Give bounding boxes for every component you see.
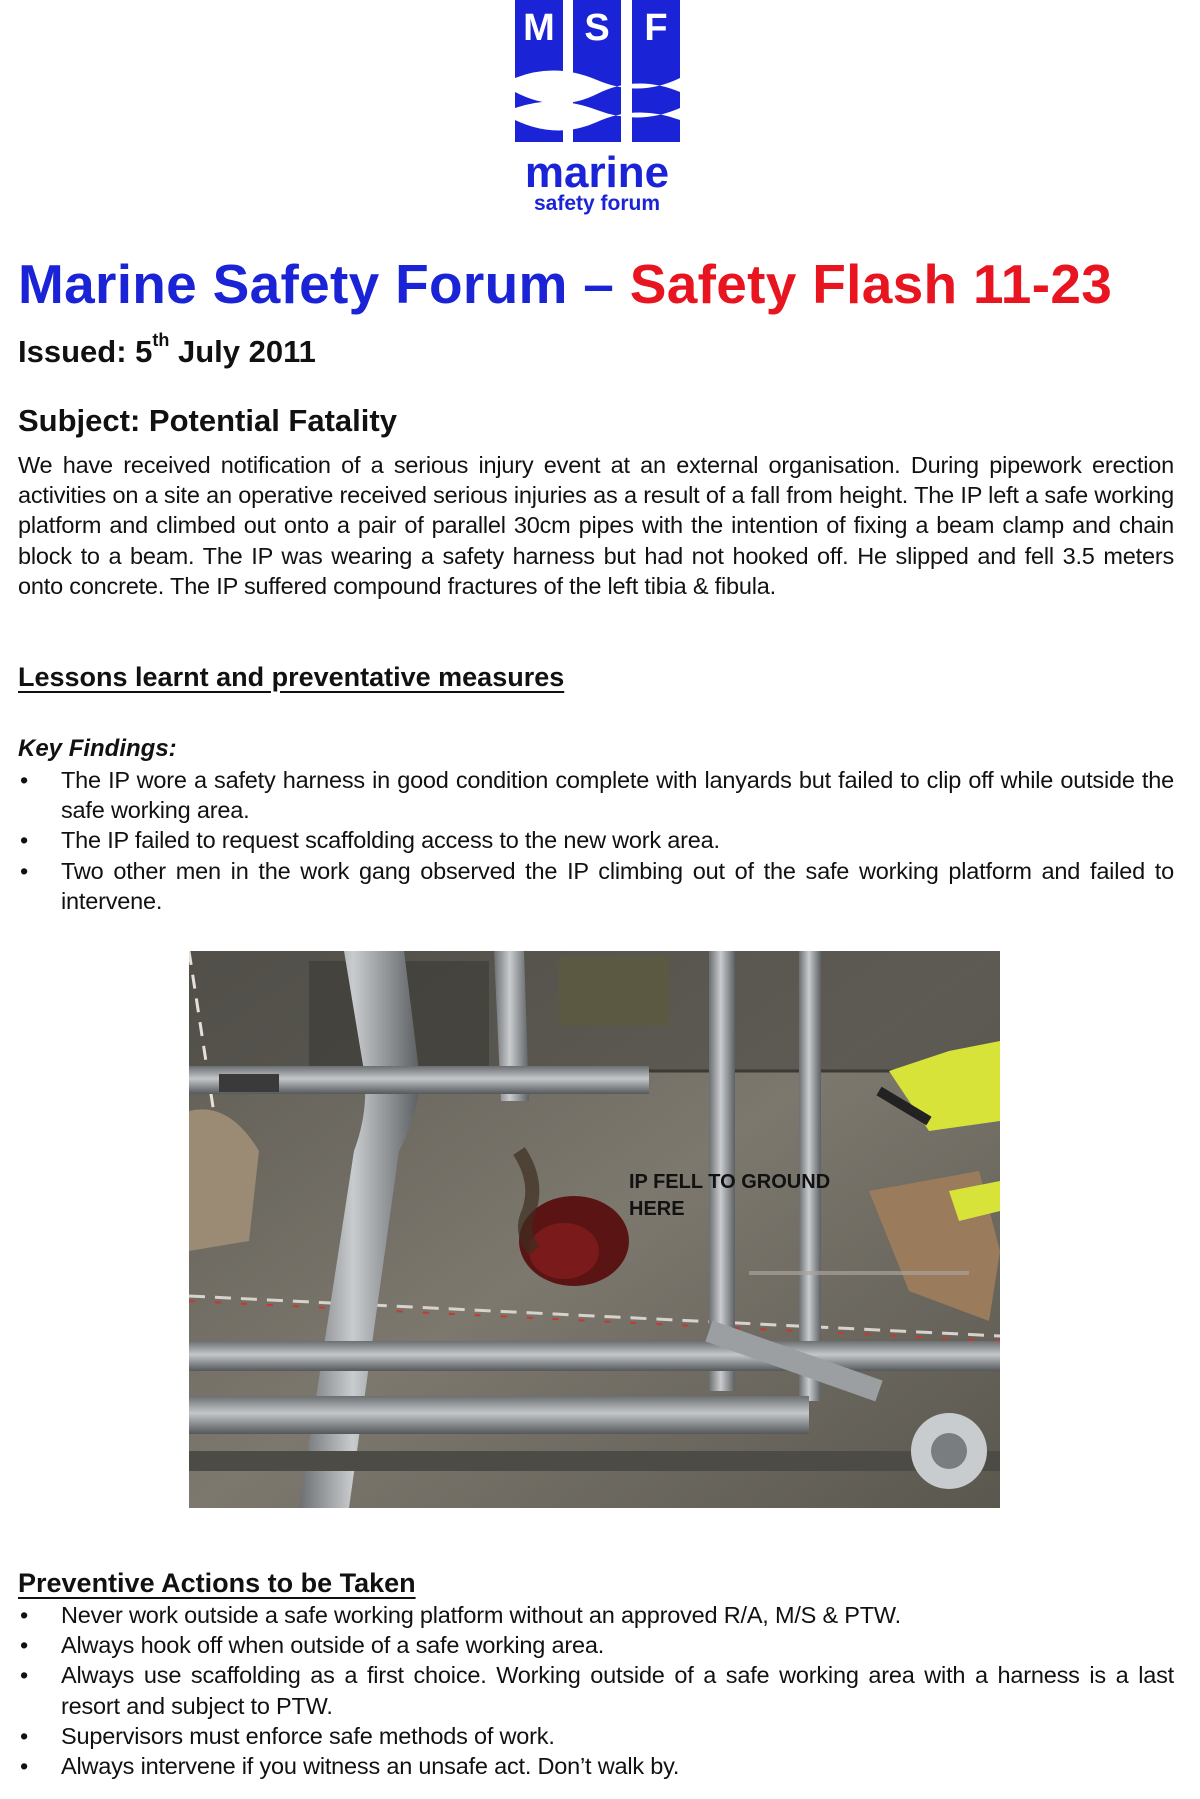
- photo-caption: IP FELL TO GROUND HERE: [629, 1171, 831, 1220]
- issued-date: [18, 330, 316, 370]
- incident-photo: [189, 951, 1000, 1508]
- key-findings-list: [0, 765, 1174, 916]
- bullet: •: [20, 767, 29, 793]
- finding-text: The IP failed to request scaffolding access to the new work area.: [61, 827, 720, 854]
- title-flash-number: Safety Flash 11-23: [629, 253, 1113, 315]
- list-item: [0, 1751, 1174, 1781]
- action-text: Supervisors must enforce safe methods of work.: [61, 1722, 555, 1749]
- preventive-actions-heading: Preventive Actions to be Taken: [18, 1568, 416, 1598]
- action-text: Always intervene if you witness an unsafe act. Don’t walk by.: [61, 1753, 680, 1780]
- list-item: [0, 765, 1174, 825]
- preventive-actions-list: [0, 1600, 1174, 1781]
- bullet: •: [20, 827, 29, 854]
- bullet: •: [20, 1753, 29, 1780]
- list-item: [0, 1660, 1174, 1720]
- list-item: [0, 1600, 1174, 1630]
- finding-text: The IP wore a safety harness in good condition complete with lanyards but failed to clip off while outside the safe working area.: [61, 767, 1174, 824]
- action-text: Always hook off when outside of a safe working area.: [61, 1632, 605, 1659]
- list-item: [0, 1630, 1174, 1660]
- list-item: [0, 1721, 1174, 1751]
- action-text: Always use scaffolding as a first choice. Working outside of a safe working area with a harness is a last resort and subject to PTW.: [61, 1662, 1174, 1719]
- issued-ordinal: th: [152, 330, 170, 350]
- incident-description: We have received notification of a serious injury event at an external organisation. During pipework erection activities on a site an operative received serious injuries as a result of a fall from height. The IP left a safe working platform and climbed out onto a pair of parallel 30cm pipes with the intention of fixing a beam clamp and chain block to a beam. The IP was wearing a safety harness but had not hooked off. He slipped and fell 3.5 meters onto concrete. The IP suffered compound fractures of the left tibia & fibula.: [18, 452, 1174, 599]
- bullet: •: [20, 1722, 29, 1749]
- issued-month-year: July 2011: [169, 334, 316, 369]
- bullet: •: [20, 857, 29, 884]
- title-forum: Marine Safety Forum –: [18, 253, 630, 315]
- logo-letter-m: M: [523, 7, 555, 49]
- key-findings-label: Key Findings:: [18, 735, 177, 762]
- logo-name: marine: [524, 148, 670, 197]
- finding-text: Two other men in the work gang observed the IP climbing out of the safe working platform and failed to intervene.: [61, 857, 1174, 914]
- logo-subname: safety forum: [533, 192, 661, 215]
- bullet: •: [20, 1602, 29, 1628]
- msf-logo: [515, 0, 680, 215]
- action-text: Never work outside a safe working platform without an approved R/A, M/S & PTW.: [61, 1602, 901, 1628]
- logo-letter-s: S: [584, 7, 610, 49]
- subject-heading: Subject: Potential Fatality: [18, 403, 397, 438]
- bullet: •: [20, 1662, 29, 1689]
- lessons-heading: Lessons learnt and preventative measures: [18, 662, 565, 692]
- list-item: [0, 856, 1174, 916]
- logo-letter-f: F: [644, 7, 668, 49]
- msf-logo-graphic: [515, 0, 680, 215]
- issued-label: Issued: 5: [18, 334, 153, 369]
- page-title: [18, 252, 1112, 316]
- list-item: [0, 825, 1174, 855]
- bullet: •: [20, 1632, 29, 1659]
- incident-photo-illustration: [189, 951, 1000, 1508]
